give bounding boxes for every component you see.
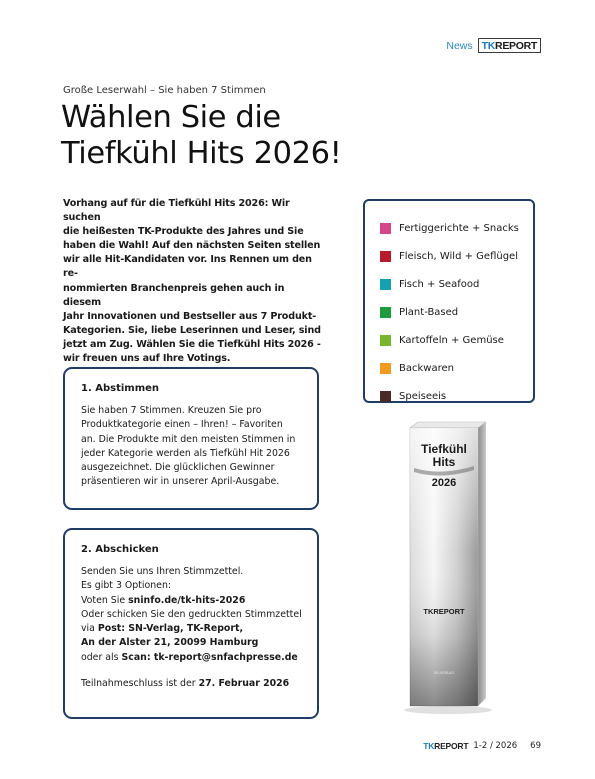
intro-line: jetzt am Zug. Wählen Sie die Tiefkühl Hits 2026 - bbox=[63, 338, 321, 350]
step-send-line bbox=[81, 636, 301, 650]
step-vote-heading: 1. Abstimmen bbox=[81, 383, 160, 394]
category-swatch bbox=[380, 279, 391, 290]
category-swatch bbox=[380, 363, 391, 374]
step-send-text bbox=[81, 565, 301, 665]
category-swatch bbox=[380, 251, 391, 262]
brand-logo-tk: TK bbox=[481, 39, 496, 52]
text-run: oder als bbox=[81, 651, 122, 663]
step-vote-line: jeder Kategorie werden als Tiefkühl Hit 2026 bbox=[81, 447, 290, 459]
intro-text bbox=[63, 197, 321, 366]
category-swatch bbox=[380, 335, 391, 346]
step-vote-line: präsentieren wir in unserer April-Ausgabe. bbox=[81, 476, 280, 488]
vote-url-link[interactable]: sninfo.de/tk-hits-2026 bbox=[128, 594, 246, 606]
step-vote-line: Produktkategorie einen – Ihren! – Favoriten bbox=[81, 419, 283, 431]
postal-address: An der Alster 21, 20099 Hamburg bbox=[81, 637, 259, 649]
page-header bbox=[446, 38, 541, 53]
category-item bbox=[380, 242, 533, 270]
category-swatch bbox=[380, 223, 391, 234]
category-label: Fleisch, Wild + Geflügel bbox=[399, 250, 518, 262]
intro-line: die heißesten TK-Produkte des Jahres und Sie bbox=[63, 226, 304, 238]
category-label: Kartoffeln + Gemüse bbox=[399, 334, 504, 346]
category-label: Fisch + Seafood bbox=[399, 278, 480, 290]
kicker: Große Leserwahl – Sie haben 7 Stimmen bbox=[63, 85, 266, 96]
deadline-date: 27. Februar 2026 bbox=[198, 678, 290, 690]
intro-line: wir alle Hit-Kandidaten vor. Ins Rennen um den re- bbox=[63, 254, 312, 280]
section-label: News bbox=[446, 39, 473, 52]
trophy-text-line1: Tiefkühl bbox=[421, 442, 467, 456]
step-send-line: Es gibt 3 Optionen: bbox=[81, 580, 172, 592]
postal-address: Post: SN-Verlag, TK-Report, bbox=[97, 623, 244, 635]
trophy-text-line2: Hits bbox=[432, 455, 456, 469]
category-item bbox=[380, 354, 533, 382]
brand-logo bbox=[478, 38, 541, 53]
step-send-line: Senden Sie uns Ihren Stimmzettel. bbox=[81, 566, 244, 577]
category-item bbox=[380, 298, 533, 326]
issue-label: 1-2 / 2026 bbox=[473, 741, 518, 751]
trophy-image bbox=[380, 418, 510, 718]
intro-line: nommierten Branchenpreis gehen auch in diesem bbox=[63, 282, 285, 308]
category-item bbox=[380, 270, 533, 298]
deadline-note bbox=[81, 678, 301, 689]
category-item bbox=[380, 214, 533, 242]
title-line: Tiefkühl Hits 2026! bbox=[61, 136, 342, 171]
category-list bbox=[363, 199, 535, 403]
step-send-line bbox=[81, 622, 301, 636]
trophy-small-print: SN-VERLAG bbox=[433, 671, 455, 675]
category-label: Plant-Based bbox=[399, 306, 459, 318]
intro-line: wir freuen uns auf Ihre Votings. bbox=[63, 353, 231, 365]
trophy-side bbox=[478, 422, 486, 706]
category-swatch bbox=[380, 391, 391, 402]
step-send-line bbox=[81, 594, 301, 608]
footer-brand-tk: TK bbox=[423, 741, 435, 751]
text-run: via bbox=[81, 623, 98, 635]
step-vote-line: ausgezeichnet. Die glücklichen Gewinner bbox=[81, 462, 275, 474]
step-vote-line: an. Die Produkte mit den meisten Stimmen in bbox=[81, 433, 296, 445]
step-vote-box bbox=[63, 367, 319, 510]
trophy-top bbox=[410, 422, 486, 428]
trophy-shadow bbox=[404, 706, 492, 714]
step-send-line: Oder schicken Sie den gedruckten Stimmzettel bbox=[81, 608, 302, 620]
page-footer bbox=[423, 741, 541, 751]
step-vote-line: Sie haben 7 Stimmen. Kreuzen Sie pro bbox=[81, 405, 262, 416]
title-line: Wählen Sie die bbox=[61, 100, 281, 135]
category-label: Fertiggerichte + Snacks bbox=[399, 222, 519, 234]
category-item bbox=[380, 382, 533, 410]
intro-line: Jahr Innovationen und Bestseller aus 7 Produkt- bbox=[63, 310, 317, 322]
trophy-year: 2026 bbox=[431, 477, 457, 489]
trophy-brand: TKREPORT bbox=[423, 607, 465, 616]
intro-line: Kategorien. Sie, liebe Leserinnen und Leser, sind bbox=[63, 324, 321, 336]
text-run: Teilnahmeschluss ist der bbox=[81, 678, 199, 690]
category-item bbox=[380, 326, 533, 354]
email-link[interactable]: Scan: tk-report@snfachpresse.de bbox=[121, 651, 298, 663]
text-run: Voten Sie bbox=[81, 594, 129, 606]
page-title bbox=[61, 100, 441, 172]
step-send-box bbox=[63, 528, 319, 719]
intro-line: Vorhang auf für die Tiefkühl Hits 2026: Wir suchen bbox=[63, 198, 290, 224]
category-label: Speiseeis bbox=[399, 390, 447, 402]
page-number: 69 bbox=[530, 741, 541, 751]
footer-brand-report: REPORT bbox=[434, 741, 469, 751]
step-send-line bbox=[81, 651, 301, 665]
step-send-heading: 2. Abschicken bbox=[81, 544, 159, 555]
category-swatch bbox=[380, 307, 391, 318]
category-label: Backwaren bbox=[399, 362, 454, 374]
step-vote-text bbox=[81, 404, 301, 490]
intro-line: haben die Wahl! Auf den nächsten Seiten stellen bbox=[63, 240, 321, 252]
brand-logo-report: REPORT bbox=[495, 39, 537, 52]
footer-brand bbox=[423, 741, 468, 751]
